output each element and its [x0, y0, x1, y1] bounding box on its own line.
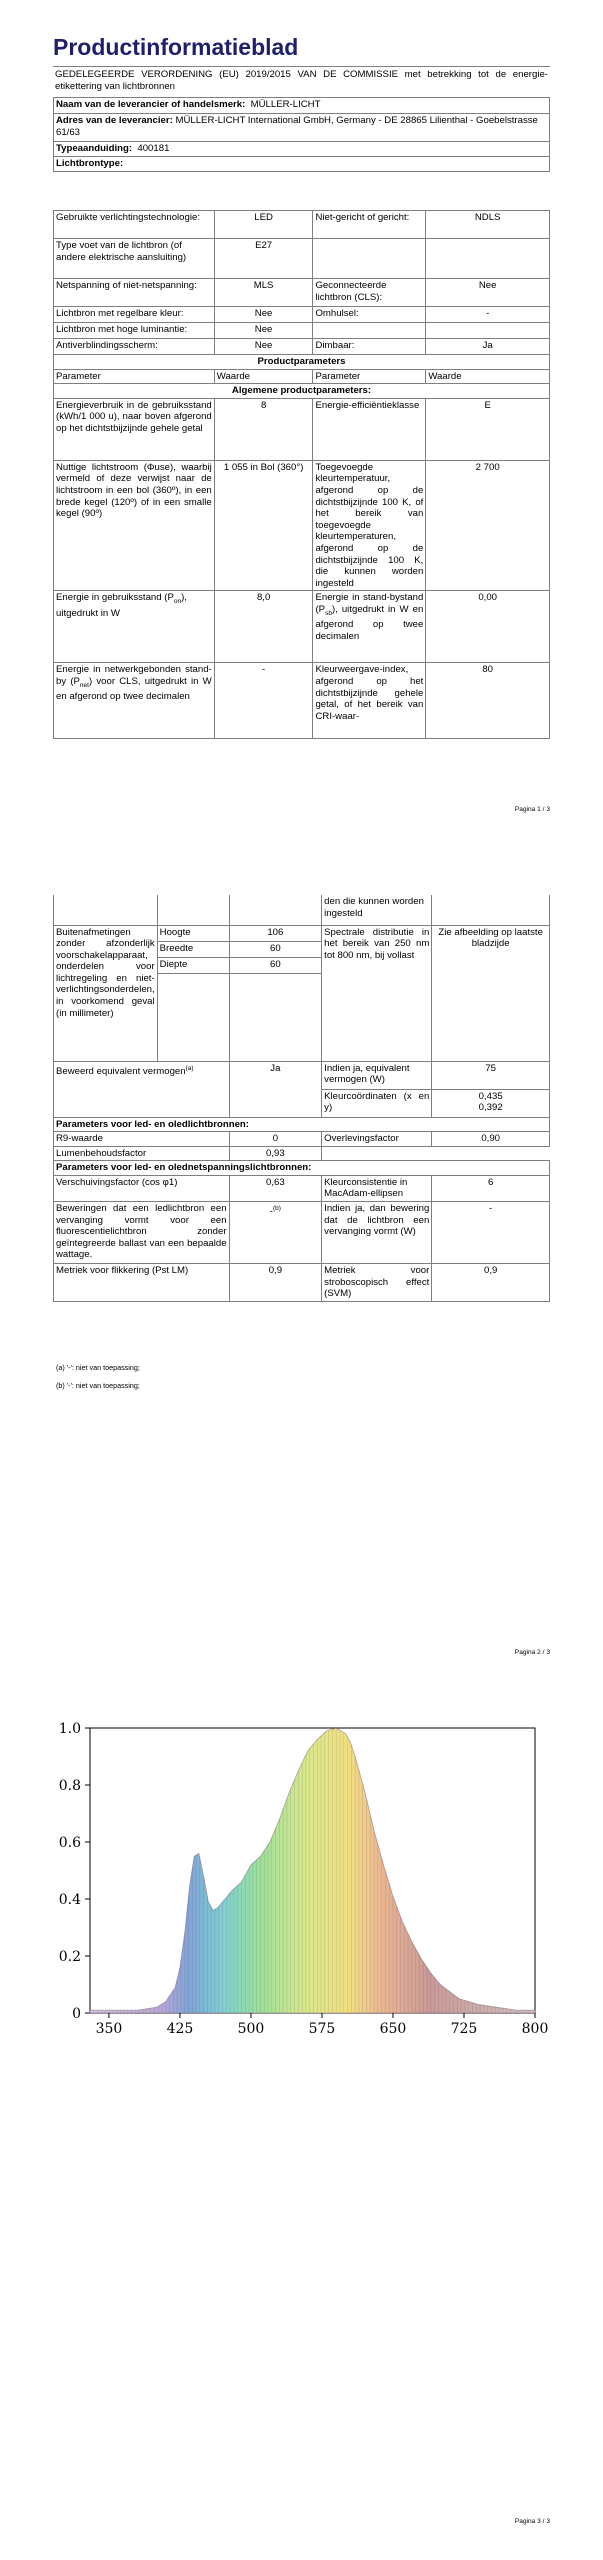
model-value: 400181: [137, 143, 170, 154]
supplier-label: Naam van de leverancier of handelsmerk:: [56, 99, 246, 110]
address-label: Adres van de leverancier:: [56, 115, 173, 126]
survival-value: 0,90: [432, 1132, 550, 1147]
equivalent-power-value: Ja: [229, 1061, 322, 1117]
type-label: Antiverblindingsscherm:: [54, 339, 215, 355]
x-tick-label: 725: [450, 2021, 478, 2037]
lumen-value: 0,93: [229, 1146, 322, 1161]
lumen-label: Lumenbehoudsfactor: [54, 1146, 230, 1161]
dimension-value: 60: [229, 957, 322, 973]
param-label: Kleurweergave-index, afgerond op het dichtstbijzijnde gehele getal, of het bereik van CRI-waar-: [313, 663, 426, 739]
param-row: [54, 591, 550, 663]
equivalent-watt-value: 75: [432, 1061, 550, 1089]
type-row: [54, 239, 550, 279]
type-label: Gebruikte verlichtingstechnologie:: [54, 211, 215, 239]
fluorescent-replace-value: -: [432, 1202, 550, 1264]
footnote-b: (b) '-': niet van toepassing;: [56, 1381, 140, 1390]
continued-text: den die kunnen worden ingesteld: [322, 895, 432, 925]
type-value: Nee: [214, 323, 313, 339]
type-label: Lichtbron met regelbare kleur:: [54, 307, 215, 323]
type-value: [426, 323, 550, 339]
fluorescent-claim-label: Beweringen dat een ledlichtbron een vervanging vormt voor een fluorescentielichtbron zonder geïntegreerde ballast van een bepaalde wattage.: [54, 1202, 230, 1264]
param-label: Toegevoegde kleurtemperatuur, afgerond op de dichtstbijzijnde 100 K, of het bereik van toegevoegde kleurtemperaturen, afgerond op de dichtstbijzijnde 100 K, die kunnen worden ingesteld: [313, 460, 426, 591]
product-params-header: Productparameters: [54, 355, 550, 370]
dimensions-label: Buitenafmetingen zonder afzonderlijk voorschakelapparaat, onderdelen voor lichtregeling en niet-verlichtingsonderdelen, in voorkomend geval (in millimeter): [54, 925, 158, 1061]
dimension-value: 60: [229, 941, 322, 957]
dimension-value: 106: [229, 925, 322, 941]
type-value: Nee: [214, 339, 313, 355]
column-header: Waarde: [214, 369, 313, 384]
supplier-value: MÜLLER-LICHT: [250, 99, 321, 110]
type-value: NDLS: [426, 211, 550, 239]
survival-label: Overlevingsfactor: [322, 1132, 432, 1147]
dimension-name: Diepte: [157, 957, 229, 973]
type-label: Geconnecteerde lichtbron (CLS):: [313, 279, 426, 307]
chromaticity-values: [432, 1089, 550, 1117]
param-value: 80: [426, 663, 550, 739]
x-tick-label: 350: [95, 2021, 123, 2037]
param-value: 1 055 in Bol (360°): [214, 460, 313, 591]
column-header: Parameter: [313, 369, 426, 384]
type-label: Dimbaar:: [313, 339, 426, 355]
fluorescent-replace-label: Indien ja, dan bewering dat de lichtbron een vervanging vormt (W): [322, 1202, 432, 1264]
x-tick-label: 650: [379, 2021, 407, 2037]
dimension-name: Breedte: [157, 941, 229, 957]
address-value: MÜLLER-LICHT International GmbH, Germany - DE 28865 Lilienthal - Goebelstrasse 61/63: [56, 115, 538, 138]
chromaticity-y: 0,392: [478, 1102, 503, 1114]
type-label: Niet-gericht of gericht:: [313, 211, 426, 239]
model-row: [54, 142, 550, 157]
page-number: Pagina 1 / 3: [514, 806, 550, 813]
type-row: [54, 339, 550, 355]
regulation-intro: GEDELEGEERDE VERORDENING (EU) 2019/2015 VAN DE COMMISSIE met betrekking tot de energie-etikettering van lichtbronnen: [55, 69, 548, 92]
type-label: Netspanning of niet-netspanning:: [54, 279, 215, 307]
y-tick-label: 0: [72, 2006, 81, 2022]
x-tick-label: 500: [237, 2021, 265, 2037]
flicker-value: 0,9: [229, 1264, 322, 1302]
type-value: LED: [214, 211, 313, 239]
type-value: MLS: [214, 279, 313, 307]
displacement-value: 0,63: [229, 1175, 322, 1201]
param-label: Energieverbruik in de gebruiksstand (kWh/1 000 u), naar boven afgerond op het dichtstbijzijnde gehele getal: [54, 398, 215, 460]
type-value: -: [426, 307, 550, 323]
svm-label: Metriek voor stroboscopisch effect (SVM): [322, 1264, 432, 1302]
r9-value: 0: [229, 1132, 322, 1147]
y-tick-label: 0.6: [58, 1835, 81, 1851]
title-rule: [53, 66, 550, 67]
param-value: -: [214, 663, 313, 739]
chromaticity-label: Kleurcoördinaten (x en y): [322, 1089, 432, 1117]
fluorescent-claim-value: -$^{(b)}$: [229, 1202, 322, 1264]
type-label: [313, 323, 426, 339]
page-title: Productinformatieblad: [53, 34, 299, 60]
params-table-continued: [53, 895, 550, 1302]
type-label: Type voet van de lichtbron (of andere elektrische aansluiting): [54, 239, 215, 279]
mains-params-header: Parameters voor led- en olednetspanningslichtbronnen:: [54, 1161, 550, 1176]
macadam-label: Kleurconsistentie in MacAdam-ellipsen: [322, 1175, 432, 1201]
type-row: [54, 307, 550, 323]
led-params-header: Parameters voor led- en oledlichtbronnen:: [54, 1117, 550, 1132]
type-value: [426, 239, 550, 279]
type-label: Lichtbron met hoge luminantie:: [54, 323, 215, 339]
lightsource-type-header: Lichtbrontype:: [54, 157, 550, 172]
param-label: Energie in netwerkgebonden stand-by $(P_{net})$ voor CLS, uitgedrukt in W en afgerond op twee decimalen: [54, 663, 215, 739]
param-value: 8: [214, 398, 313, 460]
type-label: Omhulsel:: [313, 307, 426, 323]
svm-value: 0,9: [432, 1264, 550, 1302]
param-value: 0,00: [426, 591, 550, 663]
column-header: Parameter: [54, 369, 215, 384]
param-row: [54, 460, 550, 591]
param-label: Energie in stand-bystand $(P_{sb})$, uitgedrukt in W en afgerond op twee decimalen: [313, 591, 426, 663]
general-params-header: Algemene productparameters:: [54, 384, 550, 399]
type-value: Nee: [214, 307, 313, 323]
flicker-label: Metriek voor flikkering (Pst LM): [54, 1264, 230, 1302]
y-tick-label: 0.4: [58, 1892, 81, 1908]
param-row: [54, 663, 550, 739]
param-label: Energie-efficiëntieklasse: [313, 398, 426, 460]
footnote-a: (a) '-': niet van toepassing;: [56, 1363, 140, 1372]
param-label: Energie in gebruiksstand $(P_{on})$, uitgedrukt in W: [54, 591, 215, 663]
dimension-name: Hoogte: [157, 925, 229, 941]
equivalent-power-label: Beweerd equivalent vermogen$^{(a)}$: [54, 1061, 230, 1117]
spectral-value: Zie afbeelding op laatste bladzijde: [432, 925, 550, 1061]
type-value: Ja: [426, 339, 550, 355]
identity-table: [53, 97, 550, 172]
column-header: Waarde: [426, 369, 550, 384]
column-header-row: [54, 369, 550, 384]
type-row: [54, 279, 550, 307]
x-tick-label: 800: [521, 2021, 549, 2037]
type-row: [54, 323, 550, 339]
type-value: Nee: [426, 279, 550, 307]
x-tick-label: 575: [308, 2021, 336, 2037]
model-label: Typeaanduiding:: [56, 143, 133, 154]
page-number: Pagina 3 / 3: [514, 2518, 550, 2525]
r9-label: R9-waarde: [54, 1132, 230, 1147]
equivalent-watt-label: Indien ja, equivalent vermogen (W): [322, 1061, 432, 1089]
param-value: 8,0: [214, 591, 313, 663]
displacement-label: Verschuivingsfactor (cos φ1): [54, 1175, 230, 1201]
spectral-distribution-chart: [30, 1718, 550, 2048]
type-row: [54, 211, 550, 239]
address-row: [54, 114, 550, 142]
param-row: [54, 398, 550, 460]
y-tick-label: 1.0: [58, 1721, 81, 1737]
chromaticity-x: 0,435: [478, 1090, 503, 1102]
param-value: 2 700: [426, 460, 550, 591]
y-tick-label: 0.8: [58, 1778, 81, 1794]
supplier-row: [54, 98, 550, 114]
param-label: Nuttige lichtstroom (Φuse), waarbij vermeld of deze verwijst naar de lichtstroom in een bol (360º), in een brede kegel (120º) of in een smalle kegel (90º): [54, 460, 215, 591]
type-label: [313, 239, 426, 279]
macadam-value: 6: [432, 1175, 550, 1201]
param-value: E: [426, 398, 550, 460]
page-number: Pagina 2 / 3: [514, 1649, 550, 1656]
type-value: E27: [214, 239, 313, 279]
lightsource-type-table: [53, 210, 550, 739]
y-tick-label: 0.2: [58, 1949, 81, 1965]
x-tick-label: 425: [166, 2021, 194, 2037]
spectral-label: Spectrale distributie in het bereik van 250 nm tot 800 nm, bij vollast: [322, 925, 432, 1061]
